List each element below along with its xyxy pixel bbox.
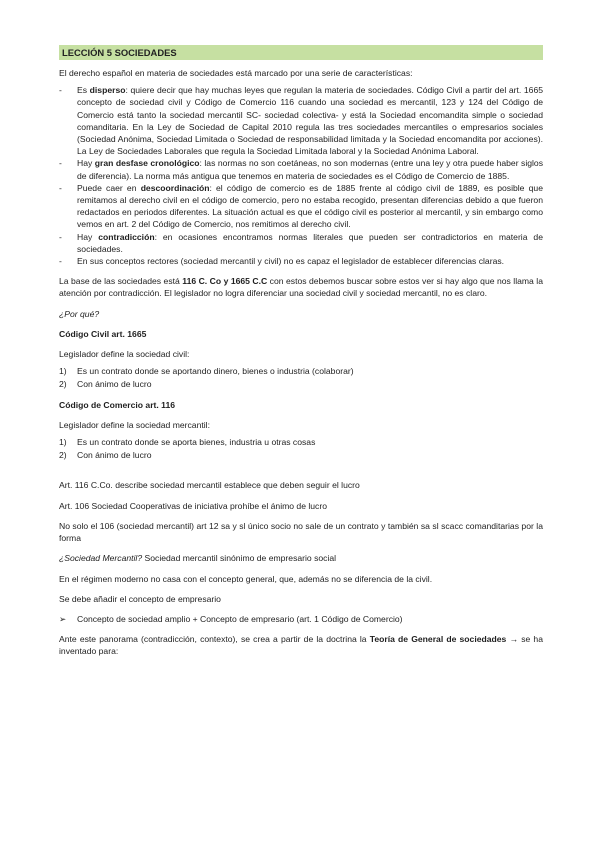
final-paragraph: Ante este panorama (contradicción, contexto), se crea a partir de la doctrina la Teoría de General de sociedades → se ha inventado para: — [59, 634, 543, 657]
art116-note: Art. 116 C.Co. describe sociedad mercantil establece que deben seguir el lucro — [59, 480, 360, 491]
spacer — [59, 469, 543, 479]
why-question: ¿Por qué? — [59, 308, 100, 319]
key-term: Teoría de General de sociedades — [369, 634, 507, 645]
key-term: 116 C. Co y 1665 C.C — [182, 276, 268, 287]
art106-note: Art. 106 Sociedad Cooperativas de iniciativa prohíbe el ánimo de lucro — [59, 500, 327, 511]
intro-paragraph: El derecho español en materia de sociedades está marcado por una serie de características: — [59, 68, 413, 78]
list-item: 2) Con ánimo de lucro — [59, 379, 152, 390]
mercantil-question: ¿Sociedad Mercantil? Sociedad mercantil sinónimo de empresario social — [59, 553, 337, 564]
civil-code-intro: Legislador define la sociedad civil: — [59, 349, 190, 360]
list-item: - Hay contradicción: en ocasiones encontramos normas literales que pueden ser contradictorios en materia de sociedades. — [59, 231, 543, 254]
base-paragraph: La base de las sociedades está 116 C. Co y 1665 C.C con estos debemos buscar sobre estos ver si hay algo que nos llama la atención por contradicción. El legislador no logra diferenciar una sociedad civil y sociedad mercantil, no es claro. — [59, 276, 543, 299]
list-item: - Puede caer en descoordinación: el código de comercio es de 1885 frente al código civil de 1889, es posible que remitamos al derecho civil en el código de comercio, pero no estaba recogido, presentan diferencias debido a que fueron redactados en periodos diferentes. La situación actual es que el código civil es posterior al mercantil, y sin embargo como vemos en art. 2 del Código de Comercio, nos remitimos al derecho civil. — [59, 182, 543, 230]
key-term: descoordinación — [140, 182, 210, 193]
list-item: - Es disperso: quiere decir que hay muchas leyes que regulan la materia de sociedades. Código Civil a partir del art. 1665 concepto de sociedad civil y Código de Comercio 116 cuando una sociedad es mercantil, 123 y 124 del Código de Comercio está tanto la sociedad mercantil SC- sociedad colectiva- y está la Sociedad encomandita simple o sociedad comanditaria. En la Ley de Sociedad de Capital 2010 regula las tres sociedades mercantiles o empresarios sociales (Sociedad Anónima, Sociedad Limitada o Sociedad de responsabilidad limitada y la Sociedad encomandita por acciones). La Ley de Sociedades Laborales que regula la Sociedad Limitada laboral y la Sociedad Anónima Laboral. — [59, 85, 544, 157]
empresario-paragraph: Se debe añadir el concepto de empresario — [59, 593, 221, 604]
commerce-code-list — [59, 436, 543, 461]
dash-bullet: - — [59, 182, 62, 193]
commerce-code-heading: Código de Comercio art. 116 — [59, 399, 176, 410]
civil-code-list — [59, 365, 543, 390]
list-item: 1) Es un contrato donde se aporta bienes, industria u otras cosas — [59, 437, 316, 448]
arrow-list-item: ➢ Concepto de sociedad amplio + Concepto de empresario (art. 1 Código de Comercio) — [59, 613, 403, 624]
lesson-title: LECCIÓN 5 SOCIEDADES — [59, 45, 543, 60]
list-item: - En sus conceptos rectores (sociedad mercantil y civil) no es capaz el legislador de establecer diferencias claras. — [59, 256, 505, 267]
list-item: - Hay gran desfase cronológico: las normas no son coetáneas, no son modernas (entre una ley y otra puede haber siglos de diferencia). La norma más antigua que tenemos en materia de sociedades es el Código de Comercio de 1885. — [59, 158, 543, 181]
dash-bullet: - — [59, 231, 62, 242]
right-arrow-icon: → — [506, 634, 522, 645]
key-term: disperso — [89, 85, 126, 96]
key-term: contradicción — [98, 231, 155, 242]
dash-bullet: - — [59, 85, 62, 96]
characteristics-list — [59, 84, 543, 267]
arrow-bullet-icon: ➢ — [59, 613, 67, 624]
commerce-code-intro: Legislador define la sociedad mercantil: — [59, 419, 210, 430]
list-item: 2) Con ánimo de lucro — [59, 450, 152, 461]
dash-bullet: - — [59, 158, 62, 169]
document-body — [59, 45, 543, 666]
key-term: gran desfase cronológico — [94, 158, 200, 169]
civil-code-heading: Código Civil art. 1665 — [59, 328, 147, 339]
dash-bullet: - — [59, 256, 62, 267]
regimen-paragraph: En el régimen moderno no casa con el concepto general, que, además no se diferencia de la civil. — [59, 573, 433, 584]
list-item: 1) Es un contrato donde se aportando dinero, bienes o industria (colaborar) — [59, 366, 354, 377]
no-solo-paragraph: No solo el 106 (sociedad mercantil) art 12 sa y sl único socio no sale de un contrato y también sa sl scacc comanditarias por la forma — [59, 520, 543, 544]
